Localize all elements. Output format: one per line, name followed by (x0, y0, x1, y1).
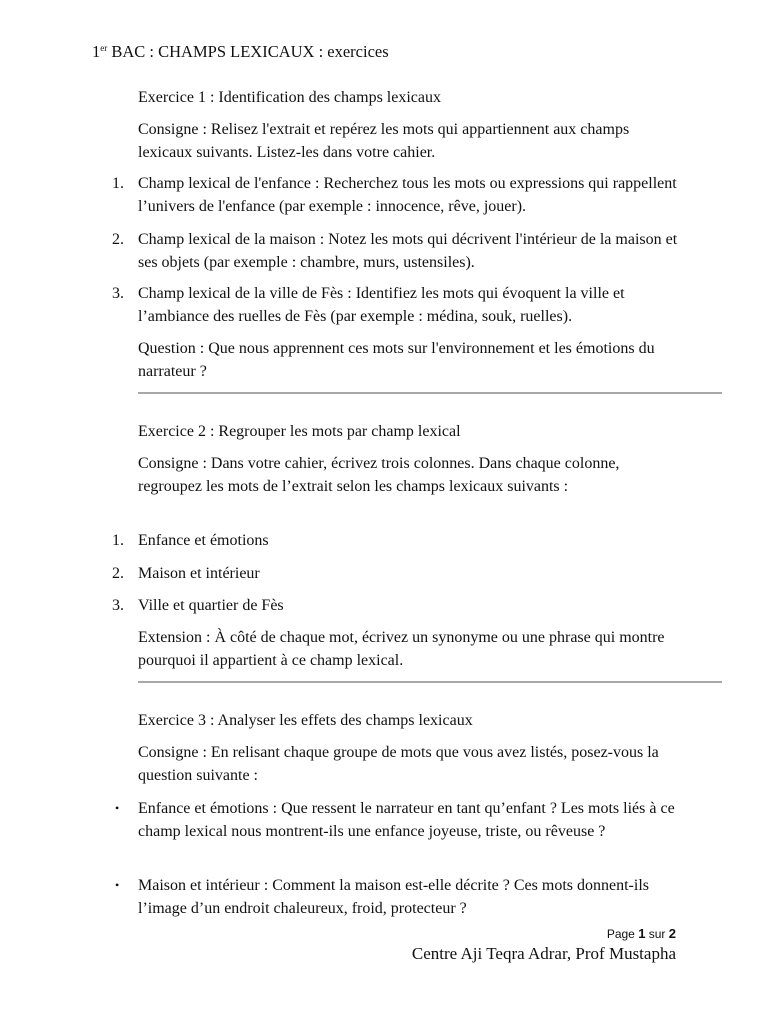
title-text: BAC : CHAMPS LEXICAUX : exercices (107, 42, 389, 61)
exercise3-instruction: Consigne : En relisant chaque groupe de mots que vous avez listés, posez-vous la question suivante : (138, 744, 659, 784)
page-separator: sur (645, 927, 669, 941)
exercise2-item3-number: 3. (112, 597, 124, 614)
section-divider-1 (138, 392, 722, 394)
exercise1-title: Exercice 1 : Identification des champs lexicaux (138, 89, 441, 106)
exercise1-instruction: Consigne : Relisez l'extrait et repérez les mots qui appartiennent aux champs lexicaux suivants. Listez-les dans votre cahier. (138, 121, 630, 161)
exercise1-item1: Champ lexical de l'enfance : Recherchez tous les mots ou expressions qui rappellent l’univers de l'enfance (par exemple : innocence, rêve, jouer). (138, 175, 677, 215)
exercise2-item2-number: 2. (112, 565, 124, 582)
page-word: Page (606, 927, 639, 941)
exercise1-item2-number: 2. (112, 231, 124, 248)
exercise2-item1: Enfance et émotions (138, 532, 269, 549)
section-divider-2 (138, 681, 722, 683)
exercise2-item3: Ville et quartier de Fès (138, 597, 284, 614)
title-prefix: 1 (92, 42, 101, 61)
document-title (92, 42, 389, 62)
exercise1-item3-number: 3. (112, 285, 124, 302)
exercise3-bullet1-marker: • (115, 801, 120, 815)
page-current: 1 (638, 926, 646, 941)
page-total: 2 (668, 926, 676, 941)
exercise3-bullet2: Maison et intérieur : Comment la maison est-elle décrite ? Ces mots donnent-ils l’image d’un endroit chaleureux, froid, protecteur ? (138, 877, 649, 917)
exercise1-item3: Champ lexical de la ville de Fès : Identifiez les mots qui évoquent la ville et l’ambiance des ruelles de Fès (par exemple : médina, souk, ruelles). (138, 285, 625, 325)
footer-credit: Centre Aji Teqra Adrar, Prof Mustapha (411, 944, 676, 963)
title-superscript: er (100, 43, 108, 53)
exercise1-question: Question : Que nous apprennent ces mots sur l'environnement et les émotions du narrateur ? (138, 340, 655, 380)
page-number (607, 926, 676, 941)
exercise3-bullet2-marker: • (115, 878, 120, 892)
exercise2-instruction: Consigne : Dans votre cahier, écrivez trois colonnes. Dans chaque colonne, regroupez les mots de l’extrait selon les champs lexicaux suivants : (138, 455, 620, 495)
exercise2-title: Exercice 2 : Regrouper les mots par champ lexical (138, 423, 461, 440)
exercise2-extension: Extension : À côté de chaque mot, écrivez un synonyme ou une phrase qui montre pourquoi il appartient à ce champ lexical. (138, 629, 665, 669)
exercise3-title: Exercice 3 : Analyser les effets des champs lexicaux (138, 712, 473, 729)
exercise1-item2: Champ lexical de la maison : Notez les mots qui décrivent l'intérieur de la maison et ses objets (par exemple : chambre, murs, ustensiles). (138, 231, 678, 271)
exercise3-bullet1: Enfance et émotions : Que ressent le narrateur en tant qu’enfant ? Les mots liés à ce champ lexical nous montrent-ils une enfance joyeuse, triste, ou rêveuse ? (138, 800, 675, 840)
exercise2-item1-number: 1. (112, 532, 124, 549)
exercise2-item2: Maison et intérieur (138, 565, 260, 582)
exercise1-item1-number: 1. (112, 175, 124, 192)
